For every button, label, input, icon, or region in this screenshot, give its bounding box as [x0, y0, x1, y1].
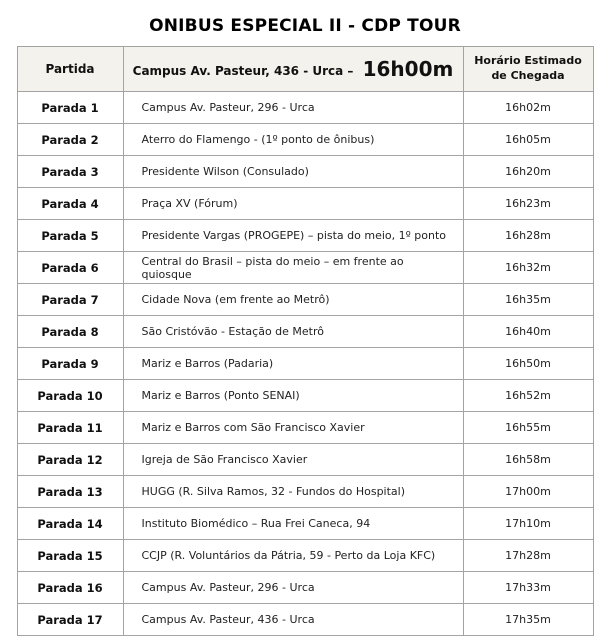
arrival-time-cell: 16h20m: [463, 156, 593, 188]
stop-name-cell: Mariz e Barros (Ponto SENAI): [123, 380, 463, 412]
arrival-time-cell: 17h28m: [463, 540, 593, 572]
stop-name-cell: Mariz e Barros (Padaria): [123, 348, 463, 380]
stop-number-cell: Parada 11: [17, 412, 123, 444]
table-row: [17, 540, 593, 572]
table-row: [17, 252, 593, 284]
stop-name-cell: São Cristóvão - Estação de Metrô: [123, 316, 463, 348]
table-row: [17, 284, 593, 316]
header-route: [123, 47, 463, 92]
stop-number-cell: Parada 15: [17, 540, 123, 572]
header-departure: Partida: [17, 47, 123, 92]
arrival-time-cell: 16h05m: [463, 124, 593, 156]
stop-number-cell: Parada 7: [17, 284, 123, 316]
arrival-time-cell: 16h23m: [463, 188, 593, 220]
stop-number-cell: Parada 1: [17, 92, 123, 124]
stop-name-cell: Campus Av. Pasteur, 296 - Urca: [123, 92, 463, 124]
stop-name-cell: Presidente Vargas (PROGEPE) – pista do meio, 1º ponto: [123, 220, 463, 252]
stop-number-cell: Parada 8: [17, 316, 123, 348]
stop-name-cell: HUGG (R. Silva Ramos, 32 - Fundos do Hospital): [123, 476, 463, 508]
stop-number-cell: Parada 12: [17, 444, 123, 476]
page-title: ONIBUS ESPECIAL II - CDP TOUR: [149, 16, 461, 36]
stop-name-cell: Praça XV (Fórum): [123, 188, 463, 220]
table-row: [17, 156, 593, 188]
table-row: [17, 124, 593, 156]
stop-name-cell: Central do Brasil – pista do meio – em frente ao quiosque: [123, 252, 463, 284]
table-row: [17, 188, 593, 220]
stop-name-cell: Mariz e Barros com São Francisco Xavier: [123, 412, 463, 444]
stop-name-cell: Cidade Nova (em frente ao Metrô): [123, 284, 463, 316]
arrival-time-cell: 17h00m: [463, 476, 593, 508]
stop-name-cell: Aterro do Flamengo - (1º ponto de ônibus): [123, 124, 463, 156]
stop-number-cell: Parada 10: [17, 380, 123, 412]
header-arrival: Horário Estimado de Chegada: [463, 47, 593, 92]
stop-name-cell: Igreja de São Francisco Xavier: [123, 444, 463, 476]
header-row: [17, 47, 593, 92]
stop-number-cell: Parada 2: [17, 124, 123, 156]
stop-number-cell: Parada 9: [17, 348, 123, 380]
route-label: Campus Av. Pasteur, 436 - Urca –: [132, 64, 354, 78]
arrival-time-cell: 17h10m: [463, 508, 593, 540]
table-row: [17, 92, 593, 124]
stop-name-cell: Presidente Wilson (Consulado): [123, 156, 463, 188]
stop-number-cell: Parada 13: [17, 476, 123, 508]
stop-name-cell: Campus Av. Pasteur, 436 - Urca: [123, 604, 463, 636]
stop-number-cell: Parada 6: [17, 252, 123, 284]
arrival-time-cell: 16h40m: [463, 316, 593, 348]
stop-number-cell: Parada 4: [17, 188, 123, 220]
schedule-body: [17, 92, 593, 636]
stop-number-cell: Parada 17: [17, 604, 123, 636]
arrival-time-cell: 16h50m: [463, 348, 593, 380]
table-row: [17, 380, 593, 412]
stop-name-cell: Campus Av. Pasteur, 296 - Urca: [123, 572, 463, 604]
table-row: [17, 412, 593, 444]
arrival-time-cell: 16h52m: [463, 380, 593, 412]
arrival-time-cell: 16h35m: [463, 284, 593, 316]
table-row: [17, 572, 593, 604]
stop-number-cell: Parada 3: [17, 156, 123, 188]
table-row: [17, 444, 593, 476]
arrival-time-cell: 17h33m: [463, 572, 593, 604]
stop-name-cell: CCJP (R. Voluntários da Pátria, 59 - Perto da Loja KFC): [123, 540, 463, 572]
stop-number-cell: Parada 16: [17, 572, 123, 604]
table-row: [17, 604, 593, 636]
table-row: [17, 348, 593, 380]
table-row: [17, 508, 593, 540]
stop-number-cell: Parada 14: [17, 508, 123, 540]
arrival-time-cell: 16h02m: [463, 92, 593, 124]
schedule-table: [17, 46, 594, 636]
stop-name-cell: Instituto Biomédico – Rua Frei Caneca, 94: [123, 508, 463, 540]
route-departure-time: 16h00m: [362, 57, 454, 81]
stop-number-cell: Parada 5: [17, 220, 123, 252]
table-row: [17, 476, 593, 508]
arrival-time-cell: 16h28m: [463, 220, 593, 252]
table-row: [17, 316, 593, 348]
arrival-time-cell: 16h55m: [463, 412, 593, 444]
arrival-time-cell: 16h32m: [463, 252, 593, 284]
arrival-time-cell: 16h58m: [463, 444, 593, 476]
arrival-time-cell: 17h35m: [463, 604, 593, 636]
table-row: [17, 220, 593, 252]
